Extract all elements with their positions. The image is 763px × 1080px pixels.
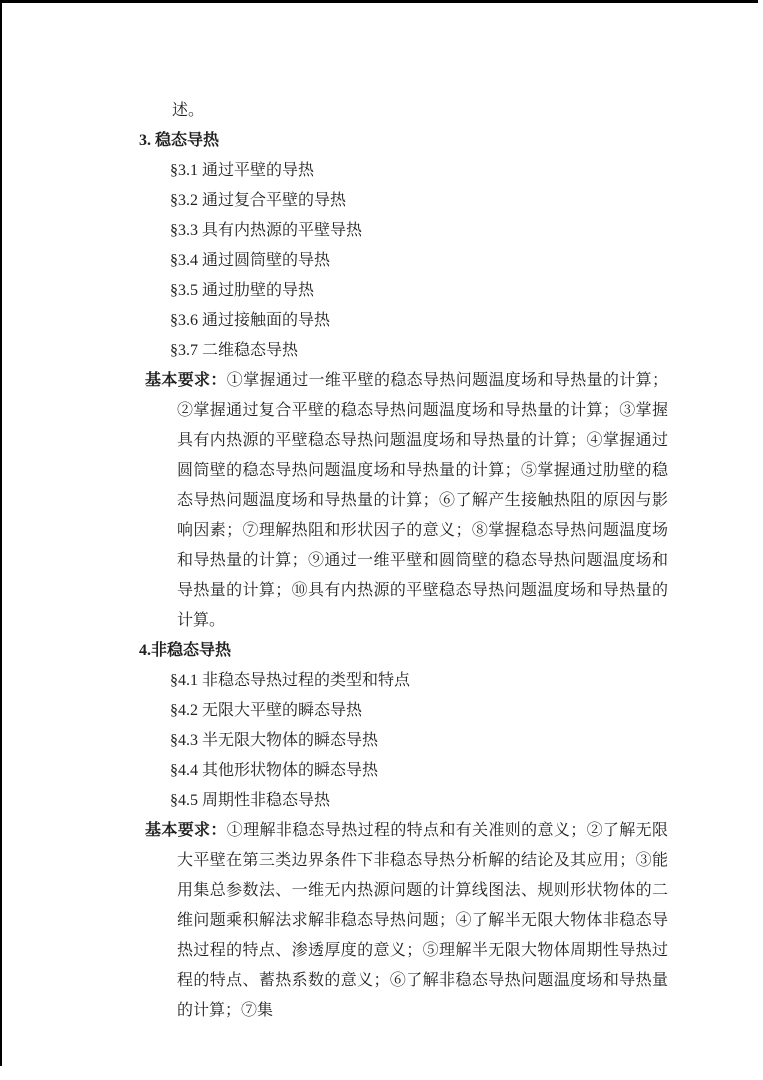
topic-item: §3.5 通过肋壁的导热 (170, 282, 315, 299)
topic-item: §4.4 其他形状物体的瞬态导热 (170, 762, 379, 779)
requirements-label: 基本要求： (145, 822, 227, 839)
topic-item: §4.2 无限大平壁的瞬态导热 (170, 702, 363, 719)
section-heading-steady-conduction: 3. 稳态导热 (139, 132, 220, 149)
continuation-text: 述。 (172, 102, 205, 119)
requirements-paragraph (145, 816, 668, 1026)
topic-item: §3.7 二维稳态导热 (170, 342, 299, 359)
page-top-edge (0, 0, 758, 3)
topic-item: §4.5 周期性非稳态导热 (170, 792, 331, 809)
document-page (0, 96, 763, 1026)
topic-item: §3.1 通过平壁的导热 (170, 162, 315, 179)
topic-item: §4.1 非稳态导热过程的类型和特点 (170, 672, 411, 689)
topic-item: §3.3 具有内热源的平壁导热 (170, 222, 363, 239)
topic-item: §3.6 通过接触面的导热 (170, 312, 331, 329)
requirements-label: 基本要求： (145, 372, 227, 389)
topic-item: §3.2 通过复合平壁的导热 (170, 192, 347, 209)
requirements-paragraph (145, 366, 668, 636)
requirements-body: ①掌握通过一维平壁的稳态导热问题温度场和导热量的计算；②掌握通过复合平壁的稳态导热问题温度场和导热量的计算；③掌握具有内热源的平壁稳态导热问题温度场和导热量的计算；④掌握通过圆筒壁的稳态导热问题温度场和导热量的计算；⑤掌握通过肋壁的稳态导热问题温度场和导热量的计算；⑥了解产生接触热阻的原因与影响因素；⑦理解热阻和形状因子的意义；⑧掌握稳态导热问题温度场和导热量的计算；⑨通过一维平壁和圆筒壁的稳态导热问题温度场和导热量的计算；⑩具有内热源的平壁稳态导热问题温度场和导热量的计算。 (177, 372, 668, 629)
topic-item: §3.4 通过圆筒壁的导热 (170, 252, 331, 269)
requirements-body: ①理解非稳态导热过程的特点和有关准则的意义；②了解无限大平壁在第三类边界条件下非稳态导热分析解的结论及其应用；③能用集总参数法、一维无内热源问题的计算线图法、规则形状物体的二维问题乘积解法求解非稳态导热问题；④了解半无限大物体非稳态导热过程的特点、渗透厚度的意义；⑤理解半无限大物体周期性导热过程的特点、蓄热系数的意义；⑥了解非稳态导热问题温度场和导热量的计算；⑦集 (177, 822, 668, 1019)
topic-item: §4.3 半无限大物体的瞬态导热 (170, 732, 379, 749)
section-heading-transient-conduction: 4.非稳态导热 (139, 642, 232, 659)
